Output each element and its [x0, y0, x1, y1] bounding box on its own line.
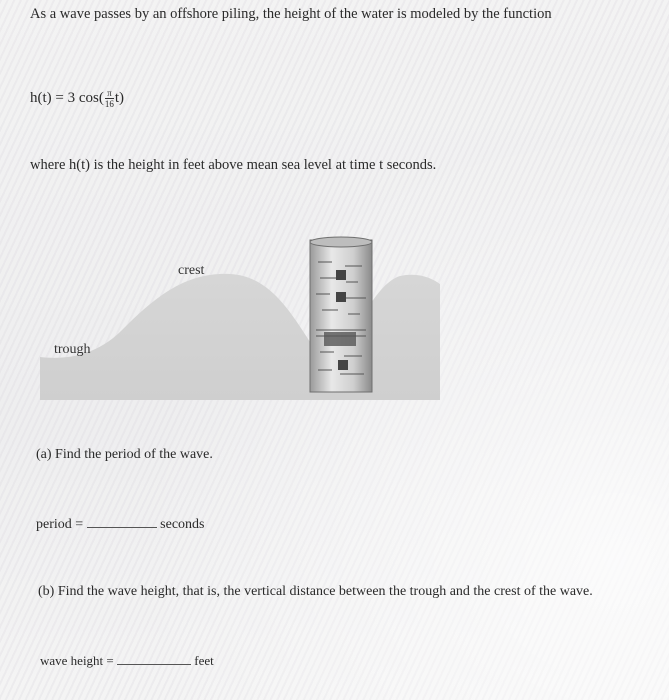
- part-a-question: (a) Find the period of the wave.: [36, 447, 213, 462]
- period-answer-row: [36, 515, 205, 533]
- trough-label: trough: [54, 342, 91, 357]
- formula-open-paren: (: [98, 89, 104, 106]
- variable-definition: where h(t) is the height in feet above mean sea level at time t seconds.: [30, 157, 437, 173]
- piling: [310, 237, 372, 392]
- period-unit: seconds: [160, 517, 205, 532]
- formula-close-paren: ): [119, 89, 125, 106]
- wave-height-input[interactable]: [117, 652, 191, 665]
- period-label: period =: [36, 517, 84, 532]
- wave-shape: [40, 274, 440, 400]
- wave-height-answer-row: [40, 652, 214, 669]
- formula-lhs: h(t) = 3 cos: [30, 89, 99, 106]
- period-input[interactable]: [87, 515, 157, 528]
- wave-piling-figure: [40, 232, 440, 400]
- fraction-numerator: π: [105, 88, 114, 99]
- part-b-question: (b) Find the wave height, that is, the vertical distance between the trough and the crest of the wave.: [38, 584, 593, 599]
- wave-formula: [30, 88, 124, 109]
- crest-label: crest: [178, 263, 205, 278]
- wave-height-label: wave height =: [40, 653, 114, 668]
- fraction-denominator: 16: [104, 99, 114, 109]
- problem-intro: As a wave passes by an offshore piling, the height of the water is modeled by the function: [30, 6, 552, 22]
- wave-height-unit: feet: [194, 653, 214, 668]
- formula-variable: t: [114, 89, 120, 106]
- formula-fraction: [105, 88, 114, 109]
